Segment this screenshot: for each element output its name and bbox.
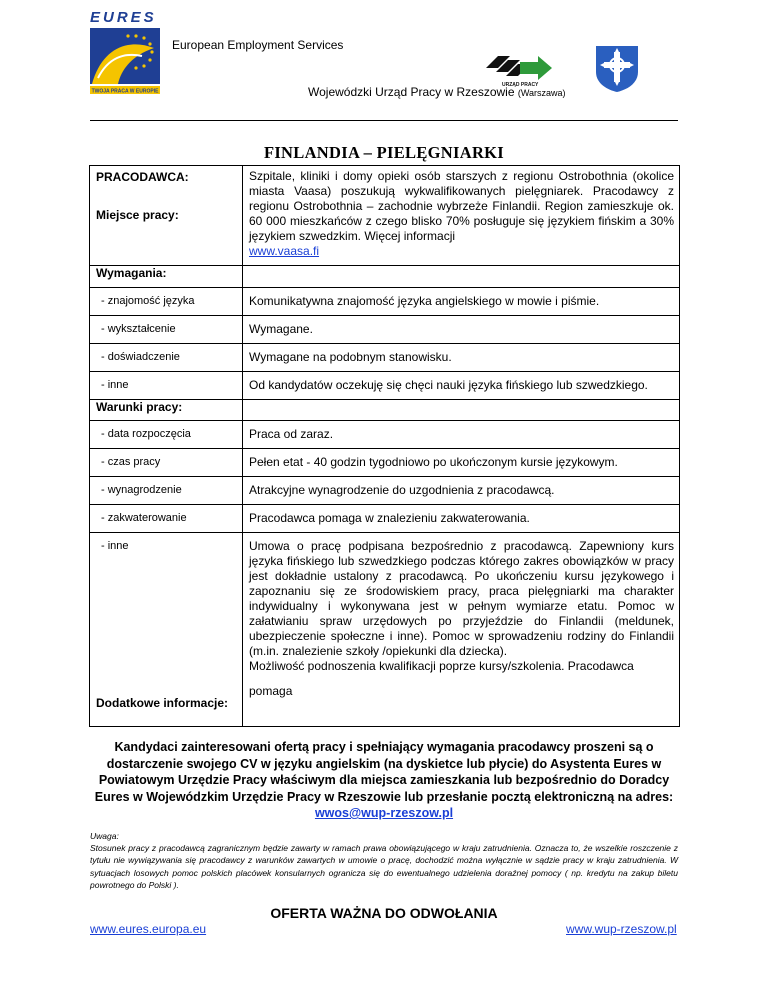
eures-logo [88,8,162,100]
requirement-row [90,344,680,372]
requirement-value: Komunikatywna znajomość języka angielskiego w mowie i piśmie. [249,294,600,308]
requirement-label: - wykształcenie [101,323,176,335]
employer-description-cell [243,166,680,266]
contact-email-link[interactable]: wwos@wup-rzeszow.pl [314,806,454,820]
crest-icon [592,42,642,94]
conditions-heading-row [90,400,680,421]
additional-info-value-cont: pomaga [249,684,293,698]
office-city: (Warszawa) [517,88,566,98]
condition-value: Pełen etat - 40 godzin tygodniowo po ukończonym kursie językowym. [249,455,618,469]
wup-logo-text: URZĄD PRACY [502,82,539,88]
header-divider [90,120,678,121]
wup-website-link[interactable]: www.wup-rzeszow.pl [566,922,677,936]
employer-label: PRACODAWCA: [96,170,189,184]
offer-validity: OFERTA WAŻNA DO ODWOŁANIA [270,905,498,921]
condition-label: - data rozpoczęcia [101,428,191,440]
additional-info-label: Dodatkowe informacje: [96,696,229,710]
additional-info-value: Możliwość podnoszenia kwalifikacji poprze kursy/szkolenia. Pracodawca [249,659,634,673]
requirement-row [90,316,680,344]
requirement-value: Od kandydatów oczekuję się chęci nauki języka fińskiego lub szwedzkiego. [249,378,648,392]
eures-logo-wordmark: EURES [90,9,157,26]
other-conditions-value: Umowa o pracę podpisana bezpośrednio z pracodawcą. Zapewniony kurs języka fińskiego lub szwedzkiego podczas którego zakres obowiązków w pracy jest dokładnie ustalony z pracodawcą. Po ukończeniu kursu językowego i zapoznaniu się ze środowiskiem pracy, praca pielęgniarki ma charakter indywidualny i wykonywana jest w pełnym wymiarze etatu. Pomoc w załatwianiu spraw urzędowych po przyjeździe do Finlandii (meldunek, ubezpieczenie społeczne i inne). Pomoc w sprowadzeniu rodziny do Finlandii (m.in. znalezienie szkoły /opiekunki dla dziecka). [249,539,674,658]
condition-label: - czas pracy [101,456,161,468]
requirement-label: - inne [101,379,129,391]
condition-label: - zakwaterowanie [101,512,187,524]
office-name-text: Wojewódzki Urząd Pracy w Rzeszowie [308,85,515,99]
requirement-label: - doświadczenie [101,351,180,363]
workplace-label: Miejsce pracy: [96,208,179,222]
page-title: FINLANDIA – PIELĘGNIARKI [263,143,505,162]
office-name [308,85,566,99]
condition-value: Atrakcyjne wynagrodzenie do uzgodnienia z pracodawcą. [249,483,555,497]
offer-table [89,165,680,727]
employer-description-text: Szpitale, kliniki i domy opieki osób starszych z regionu Ostrobothnia (okolice miasta Vaasa) poszukują wykwalifikowanych pielęgniarek. Pracodawcy z regionu Ostrobothnia – zachodnie wybrzeże Finlandii. Region zamieszkuje ok. 60 000 mieszkańców z czego blisko 70% posługuje się językiem fińskim a 30% językiem szwedzkim. Więcej informacji [249,169,674,243]
application-notice [90,739,678,822]
requirement-label: - znajomość języka [101,295,195,307]
eures-website-link[interactable]: www.eures.europa.eu [90,922,207,936]
vaasa-link[interactable]: www.vaasa.fi [249,244,320,258]
requirement-value: Wymagane. [249,322,313,336]
other-conditions-row [90,533,680,727]
application-notice-text: Kandydaci zainteresowani ofertą pracy i spełniający wymagania pracodawcy proszeni są o dostarczenie swojego CV w języku angielskim (na dyskietce lub płycie) do Asystenta Eures w Powiatowym Urzędzie Pracy właściwym dla miejsca zamieszkania lub bezpośrednio do Doradcy Eures w Wojewódzkim Urzędzie Pracy w Rzeszowie lub przesłanie pocztą elektroniczną na adres: [94,740,674,804]
condition-row [90,477,680,505]
requirement-row [90,288,680,316]
wup-logo [480,52,554,88]
eures-logo-tagline: TWOJA PRACA W EUROPIE [91,88,159,95]
condition-value: Praca od zaraz. [249,427,334,441]
other-conditions-label: - inne [101,540,129,552]
condition-row [90,449,680,477]
condition-row [90,505,680,533]
employer-row [90,166,680,266]
eures-service-title: European Employment Services [172,38,344,52]
condition-value: Pracodawca pomaga w znalezieniu zakwaterowania. [249,511,530,525]
requirement-value: Wymagane na podobnym stanowisku. [249,350,452,364]
condition-label: - wynagrodzenie [101,484,182,496]
condition-row [90,421,680,449]
remark-text: Stosunek pracy z pracodawcą zagranicznym będzie zawarty w ramach prawa obowiązującego w kraju zatrudnienia. Oznacza to, że wszelkie roszczenie z tytułu nie wywiązywania się pracodawcy z warunków zawartych w umowie o pracę, dochodzić można wyłącznie w sądzie pracy w kraju zatrudnienia. W sytuacjach losowych pomoc polskich placówek konsularnych ogranicza się do ewentualnego udzielenia doraźnej pomocy ( np. kredytu na zakup biletu powrotnego do Polski ). [90,843,678,891]
conditions-heading: Warunki pracy: [90,400,243,421]
requirements-heading: Wymagania: [90,266,243,288]
employer-labels-cell [90,166,243,266]
requirements-heading-row [90,266,680,288]
remark-label: Uwaga: [90,831,119,841]
requirement-row [90,372,680,400]
employer-description [249,169,674,259]
